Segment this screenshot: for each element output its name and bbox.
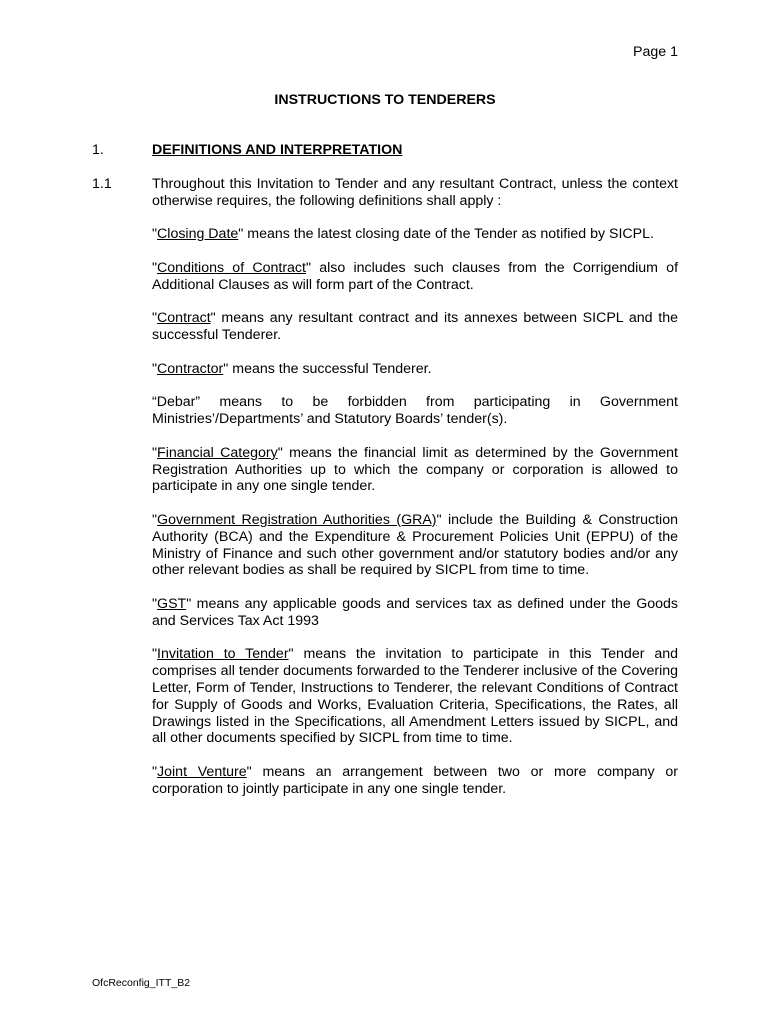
footer-document-code: OfcReconfig_ITT_B2 — [92, 977, 191, 989]
term: Financial Category — [157, 444, 278, 461]
quote-open: " — [152, 646, 158, 663]
quote-open: " — [152, 360, 158, 377]
quote-open: " — [152, 444, 158, 461]
definition-text: " means the latest closing date of the Tender as notified by SICPL. — [238, 226, 654, 243]
quote-open: " — [152, 259, 158, 276]
term: Contractor — [157, 360, 224, 377]
definition-text: " means the financial limit as determined by the Government Registration Authorities up to which the company or corporation is allowed to participate in any one single tender. — [152, 444, 678, 495]
definition-text: " include the Building & Construction Authority (BCA) and the Expenditure & Procurement Policies Unit (EPPU) of the Ministry of Finance and such other government and/or statutory bodies and/or any other relevant bodies as shall be required by SICPL from time to time. — [152, 511, 678, 579]
definition-text: " means an arrangement between two or more company or corporation to jointly participate in any one single tender. — [152, 763, 678, 797]
term: Government Registration Authorities (GRA) — [157, 511, 437, 528]
document-title: INSTRUCTIONS TO TENDERERS — [274, 92, 496, 108]
term: Closing Date — [157, 226, 239, 243]
definition-text: " means any applicable goods and services tax as defined under the Goods and Services Tax Act 1993 — [152, 595, 678, 629]
term: Invitation to Tender — [157, 646, 289, 663]
quote-open: " — [152, 511, 158, 528]
definition-gra — [152, 512, 678, 579]
definition-debar — [152, 394, 678, 428]
page-number: Page 1 — [633, 44, 678, 60]
subsection-number: 1.1 — [92, 176, 112, 192]
term: GST — [157, 595, 187, 612]
definition-text: " also includes such clauses from the Corrigendium of Additional Clauses as will form part of the Contract. — [152, 259, 679, 293]
quote-open: " — [152, 595, 158, 612]
quote-open: " — [152, 763, 158, 780]
definition-text: " means the successful Tenderer. — [223, 360, 432, 377]
definition-text: “Debar” means to be forbidden from participating in Government Ministries’/Departments’ and Statutory Boards’ tender(s). — [152, 394, 678, 428]
definition-invitation-to-tender — [152, 646, 678, 747]
quote-open: " — [152, 226, 158, 243]
intro-paragraph: Throughout this Invitation to Tender and any resultant Contract, unless the context otherwise requires, the following definitions shall apply : — [152, 176, 678, 209]
quote-open: " — [152, 310, 158, 327]
definition-text: " means any resultant contract and its annexes between SICPL and the successful Tenderer. — [152, 310, 678, 344]
definition-contract — [152, 310, 678, 344]
definition-financial-category — [152, 445, 678, 495]
definition-closing-date — [152, 226, 678, 243]
body-column — [152, 176, 678, 814]
definition-joint-venture — [152, 764, 678, 798]
definition-contractor — [152, 361, 678, 378]
term: Joint Venture — [157, 763, 247, 780]
definition-conditions-of-contract — [152, 260, 678, 294]
definition-text: " means the invitation to participate in this Tender and comprises all tender documents forwarded to the Tenderer inclusive of the Covering Letter, Form of Tender, Instructions to Tenderer, the relevant Conditions of Contract for Supply of Goods and Works, Evaluation Criteria, Specifications, the Rates, all Drawings listed in the Specifications, all Amendment Letters issued by SICPL, and all other documents specified by SICPL from time to time. — [152, 646, 678, 747]
term: Contract — [157, 310, 211, 327]
section-heading: DEFINITIONS AND INTERPRETATION — [152, 142, 403, 158]
definition-gst — [152, 596, 678, 630]
section-number: 1. — [92, 142, 104, 158]
term: Conditions of Contract — [157, 259, 306, 276]
